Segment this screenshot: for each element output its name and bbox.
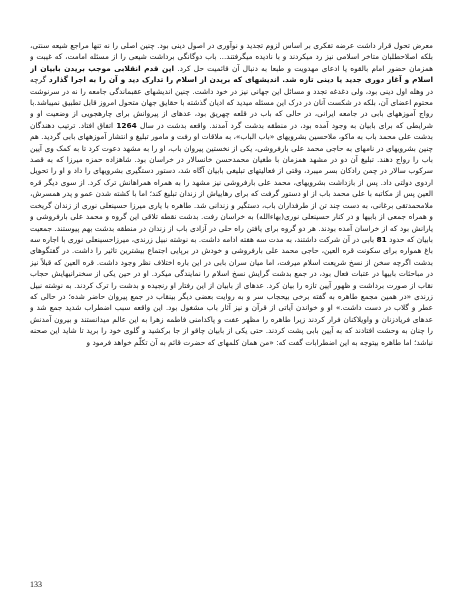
- main-paragraph: [30, 40, 433, 348]
- count-bold: 81: [376, 234, 387, 244]
- text-segment: معرض تحول قرار داشت عرضه تفکری بر اساس لزوم تجدید و نوآوری در اصول دینی بود. چنین اصلی را نه تنها مراجع شیعه سنتی، بلکه اصلاحطلبان متاخر اسلامی نیز رد میکردند و با نادیده میگرفتند... باب دوگانگی برداشت شیعی را از مسئله امامت، که غیبت و همزمان حضور امام بالقوه یا ادعای مهدویت و طبعا به دنبال آن قائمیت حل کرد.: [30, 41, 433, 73]
- year-bold: 1264: [116, 120, 137, 130]
- body-text: [30, 40, 433, 576]
- bold-text-segment: این قدم انقلابی موجب بریدن بابیان از اسلام و آغاز دوری جدید یا دینی تازه شد. اندیشهای که بریدن از اسلام را تدارک دید و آن را به اجرا گذارد: [30, 63, 433, 85]
- text-segment: بابی در آن شرکت داشتند، به مدت سه هفته ادامه داشت. به نوشته نبیل زرندی، میرزاحسینعلی نوری با اجاره سه باغ همواره برای سکونت قره العین، حاجی محمد علی بارفروشی و خودش در برپایی اجتماع بیشترین تاثیر را داشت. در گفتگوهای بدشت اگرچه سخن از نسخ شریعت اسلام میرفت، اما میان سران بابی در این باره اختلاف نظر وجود داشت. قره العین که قبلاً نیز در مباحثات بابیها در عتبات فعال بود، در جمع بدشت گرایش نسخ اسلام را نمایندگی میکرد. او در حین یکی از سخنرانیهایش حجاب نقاب از صورت برداشت و ظهور آیین تازه را بیان کرد. عدهای از بابیان از این رفتار او رنجیده و بدشت را ترک کردند. به نوشته نبیل زرندی «در همین مجمع طاهره به گفته برخی بیحجاب سر و به روایت بعضی دیگر بینقاب در جمع پیروان حاضر شده؛ در حالی که عطر و گلاب در دست داشت.» او و خواندن آیاتی از قرآن و نیز آثار باب مشغول بود. این واقعه سبب اضطراب شدید جمع شد و عدهای فریادزنان و واویلاکنان فرار کردند زیرا طاهره را مظهر عفت و پاکدامنی فاطمه زهرا به این عالم میدانستند و بیرون آمدنش را چنان به وحشت افتادند که به آیین بابی پشت کردند. حتی یکی از بابیان چاقو از جا برکشید و گلوی خود را برید تا شاید این صحنه نباشد؛ اما طاهره بیتوجه به این اضطرابات گفت که: «من همان کلمهای که حضرت قائم به آن تکلّم خواهد فرمود و: [30, 234, 433, 347]
- text-segment: اتفاق افتاد. ترتیب دهندگان بدشت علی محمد باب به ماکو، ملاحسین بشرویهای «باب الباب»، به ملاقات او رفت و مامور تبلیغ و انتشار آموزههای بابی گردید. هم چنین بشرویهای در نامهای به حاجی محمد علی بارفروشی، یکی از نخستین پیروان باب، او را به مشهد دعوت کرد تا به کمک وی آیین باب را رواج دهند. تبلیغ آن دو در مشهد همزمان با طغیان محمدحسن خانسالار در خراسان بود. شاهزاده حمزه میرزا که به قصد سرکوب سالار در چمن رادکان بسر میبرد، وقتی از فعالیتهای تبلیغی بابیان آگاه شد، دستور دستگیری بشرویهای را داد و او را تحویل اردوی دولتی داد. پس از بازداشت بشرویهای، محمد علی بارفروشی نیز مشهد را به همراه همراهانش ترک کرد. از سوی دیگر قره العین پس از مکاتبه با علی محمد باب از او دستور گرفت که برای رهاییاش از زندان تبلیغ کند؛ اما با کشته شدن عمو و پدر همسرش، ملامحمدتقی برغانی، به دست چند تن از طرفداران باب، دستگیر و زندانی شد. طاهره با یاری میرزا حسینعلی نوری از زندان گریخت و همراه جمعی از بابیها و در کنار حسینعلی نوری(بهاءالله) به خراسان رفت. بدشت نقطه تلاقی این گروه و محمد علی بارفروشی و یارانش بود که از خراسان آمده بودند. هر دو گروه برای یافتن راه حلی در آزادی باب از زندان در منطقه بدشت بهم پیوستند. جمعیت بابیان که حدود: [30, 120, 433, 244]
- text-segment: گرچه در وهله اول دینی بود، ولی دغدغه تجدد و مسائل این جهانی نیز در خود داشت. چنین اندیشهای عقبماندگی جامعه را نه در سرنوشت محتوم اعضای آن، بلکه در شکست آنان در درک این مسئله میدید که ادیان گذشته با حقایق جهان متحول امروز قابل تطبیق نمیباشد.با رواج آموزههای بابی در جامعه ایرانی، در حالی که باب در قلعه چهریق بود، عدهای از پیروانش برای چارهجویی از وضعیت او و شرایطی که برای بابیان به وجود آمده بود، در منطقه بدشت گرد آمدند. واقعه بدشت در سال: [30, 75, 433, 130]
- page-number: 133: [30, 580, 42, 589]
